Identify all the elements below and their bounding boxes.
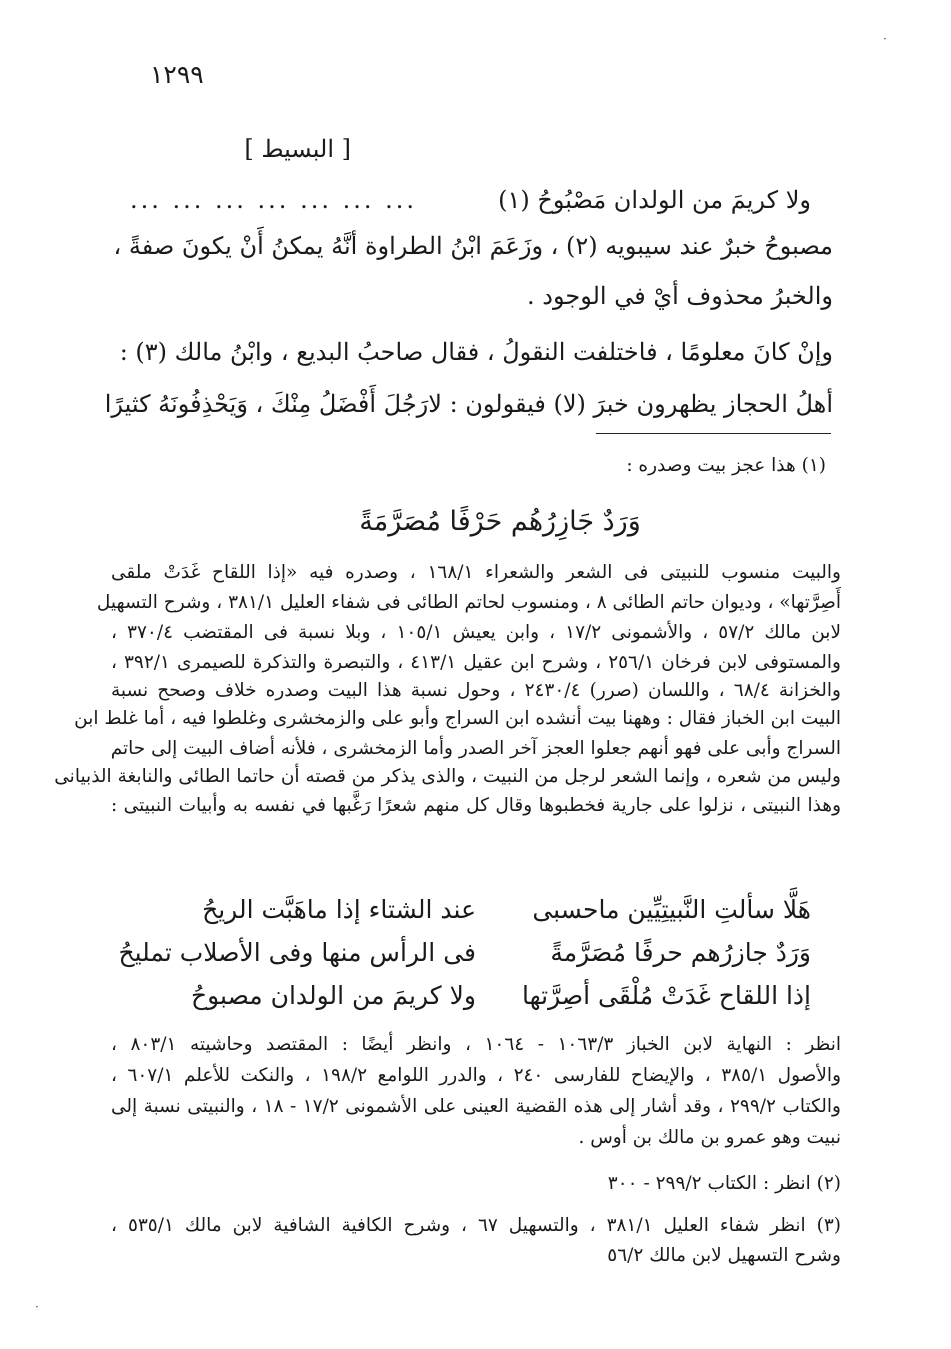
quoted-verse-right: هَلَّا سألتِ النَّبيتِيِّين ماحسبى (532, 895, 811, 924)
footnote-3-line: وشرح التسهيل لابن مالك ٥٦/٢ (607, 1245, 841, 1266)
footnote-line: لابن مالك ٥٧/٢ ، والأشمونى ١٧/٢ ، وابن يعيش ١٠٥/١ ، وبلا نسبة فى المقتضب ٣٧٠/٤ ، (111, 622, 842, 643)
footnote-reference-line: انظر : النهاية لابن الخباز ١٠٦٣/٣ - ١٠٦٤ ، وانظر أيضًا : المقتصد وحاشيته ٨٠٣/١ ، (111, 1034, 841, 1055)
footnote-line: وهذا النبيتى ، نزلوا على جارية فخطبوها وقال كل منهم شعرًا رَغَّبها في نفسه به وأبيات النبيتى : (111, 795, 841, 816)
footnote-line: أَصِرَّتها» ، وديوان حاتم الطائى ٨ ، ومنسوب لحاتم الطائى فى شفاء العليل ٣٨١/١ ، وشرح التسهيل (96, 592, 841, 613)
footnote-line: البيت ابن الخباز فقال : وههنا بيت أنشده ابن السراج وأبو على والزمخشرى وغلطوا فيه ، أما غلط ابن (74, 708, 841, 729)
footnote-line: والخزانة ٦٨/٤ ، واللسان (صرر) ٢٤٣٠/٤ ، وحول نسبة هذا البيت وصدره خلاف وصحح نسبة (111, 680, 841, 701)
footnote-reference-line: والكتاب ٢٩٩/٢ ، وقد أشار إلى هذه القضية العينى على الأشمونى ١٧/٢ - ١٨ ، والنبيتى نسبة إلى (111, 1096, 841, 1117)
footnote-reference-line: نبيت وهو عمرو بن مالك بن أوس . (578, 1127, 841, 1148)
footnote-1-intro: (١) هذا عجز بيت وصدره : (626, 455, 826, 476)
verse-hemistich: ولا كريمَ من الولدان مَصْبُوحُ (١) (498, 186, 811, 214)
body-line: وإنْ كانَ معلومًا ، فاختلفت النقولُ ، فقال صاحبُ البديع ، وابْنُ مالك (٣) : (119, 338, 833, 366)
footnote-separator (596, 433, 831, 434)
footnote-line: وليس من شعره ، وإنما الشعر لرجل من النبيت ، والذى يذكر من قصته أن حاتما الطائى والنابغة الذبيانى (54, 766, 841, 787)
body-line: أهلُ الحجاز يظهرون خبرَ (لا) فيقولون : لارَجُلَ أَفْضَلُ مِنْكَ ، وَيَحْذِفُونَهُ كثيرًا (104, 390, 833, 418)
footnote-reference-line: والأصول ٣٨٥/١ ، والإيضاح للفارسى ٢٤٠ ، والدرر اللوامع ١٩٨/٢ ، والنكت للأعلم ٦٠٧/١ ، (111, 1065, 842, 1086)
quoted-verse-left: عند الشتاء إذا ماهَبَّت الريحُ (202, 895, 476, 924)
meter-label: [ البسيط ] (244, 135, 351, 163)
quoted-verse-right: إذا اللقاح غَدَتْ مُلْقَى أصِرَّتها (521, 981, 811, 1010)
verse-dots: ... ... ... ... ... ... ... (130, 186, 417, 214)
body-line: مصبوحُ خبرٌ عند سيبويه (٢) ، وزَعَمَ ابْنُ الطراوة أنَّهُ يمكنُ أَنْ يكونَ صفةً ، (113, 232, 833, 260)
footnote-line: والبيت منسوب للنبيتى فى الشعر والشعراء ١٦٨/١ ، وصدره فيه «إذا اللقاح غَدَتْ ملقى (111, 562, 841, 583)
page-number: ١٢٩٩ (150, 60, 204, 89)
quoted-verse-right: وَرَدٌ جازرُهم حرفًا مُصَرَّمةً (550, 938, 811, 967)
scan-speck: · (883, 32, 887, 46)
footnote-3-line: (٣) انظر شفاء العليل ٣٨١/١ ، والتسهيل ٦٧ ، وشرح الكافية الشافية لابن مالك ٥٣٥/١ ، (111, 1215, 842, 1236)
quoted-verse-left: ولا كريمَ من الولدان مصبوحُ (190, 981, 476, 1010)
body-line: والخبرُ محذوف أيْ في الوجود . (527, 282, 833, 310)
footnote-line: والمستوفى لابن فرخان ٢٥٦/١ ، وشرح ابن عقيل ٤١٣/١ ، والتبصرة والتذكرة للصيمرى ٣٩٢/١ ، (111, 652, 841, 673)
footnote-2: (٢) انظر : الكتاب ٢٩٩/٢ - ٣٠٠ (607, 1173, 841, 1194)
quoted-verse-left: فى الرأس منها وفى الأصلاب تمليحُ (118, 938, 476, 967)
footnote-line: السراج وأبى على فهو أنهم جعلوا العجز آخر الصدر وأما الزمخشرى ، فلأنه أضاف البيت إلى حاتم (110, 738, 841, 759)
footnote-1-hemistich: وَرَدٌ جَازِرُهُم حَرْفًا مُصَرَّمَةً (359, 506, 641, 537)
scan-speck: · (35, 1300, 39, 1314)
